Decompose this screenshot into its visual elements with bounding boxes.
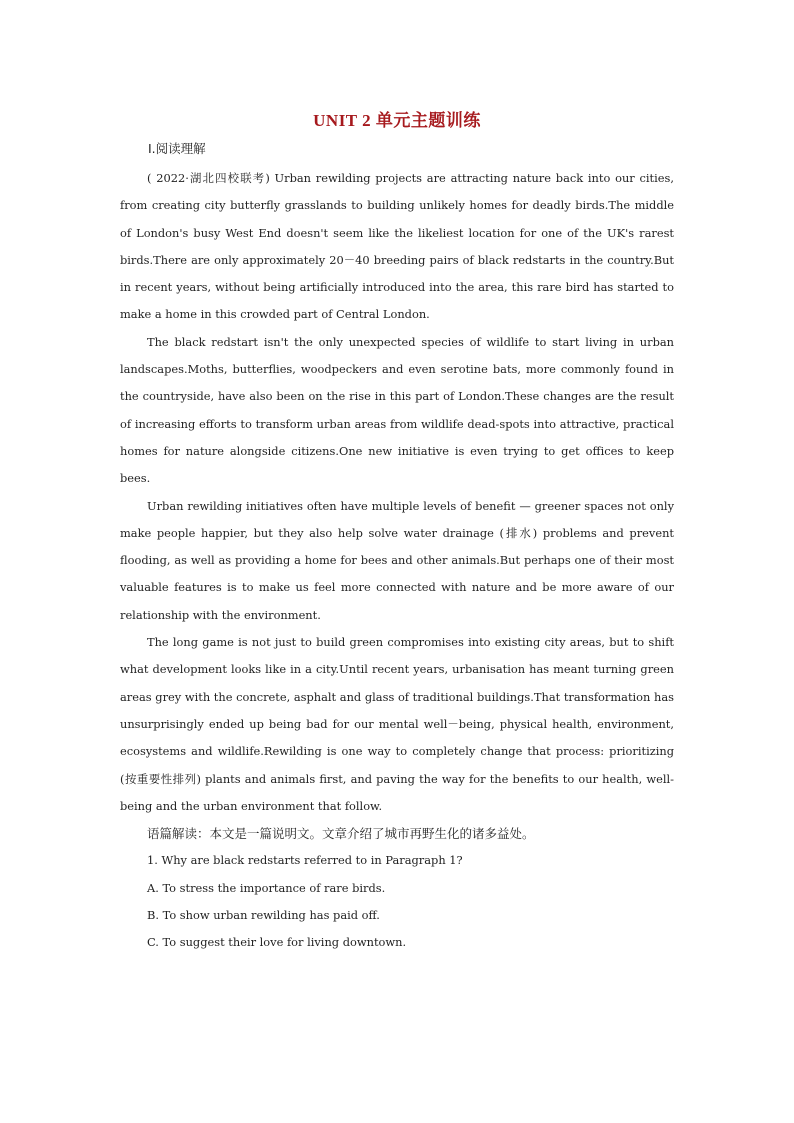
question-option-b: B. To show urban rewilding has paid off. bbox=[147, 908, 380, 923]
question-option-a: A. To stress the importance of rare birds. bbox=[147, 880, 386, 895]
section-heading: Ⅰ.阅读理解 bbox=[148, 141, 206, 156]
passage-paragraph-2: The black redstart isn't the only unexpected species of wildlife to start living in urban landscapes.Moths, butterflies, woodpeckers and even serotine bats, more commonly found in the countryside, have also been on the rise in this part of London.These changes are the result of increasing efforts to transform urban areas from wildlife dead-spots into attractive, practical homes for nature alongside citizens.One new initiative is even trying to get offices to keep bees. bbox=[120, 334, 674, 486]
passage-summary: 语篇解读：本文是一篇说明文。文章介绍了城市再野生化的诸多益处。 bbox=[147, 826, 535, 842]
question-stem: 1. Why are black redstarts referred to in Paragraph 1? bbox=[147, 853, 463, 868]
page-title: UNIT 2 单元主题训练 bbox=[313, 111, 481, 130]
passage-paragraph-1: ( 2022·湖北四校联考) Urban rewilding projects are attracting nature back into our cities, from creating city butterfly grasslands to building unlikely homes for deadly birds.The middle of London's busy West End doesn't seem like the likeliest location for one of the UK's rarest birds.There are only approximately 20－40 breeding pairs of black redstarts in the country.But in recent years, without being artificially introduced into the area, this rare bird has started to make a home in this crowded part of Central London. bbox=[120, 171, 674, 322]
passage-paragraph-4: The long game is not just to build green compromises into existing city areas, but to shift what development looks like in a city.Until recent years, urbanisation has meant turning green areas grey with the concrete, asphalt and glass of traditional buildings.That transformation has unsurprisingly ended up being bad for our mental well－being, physical health, environment, ecosystems and wildlife.Rewilding is one way to completely change that process: prioritizing (按重要性排列) plants and animals first, and paving the way for the benefits to our health, well-being and the urban environment that follow. bbox=[120, 635, 674, 813]
document-page bbox=[120, 100, 674, 957]
question-option-c: C. To suggest their love for living downtown. bbox=[147, 935, 407, 950]
passage-paragraph-3: Urban rewilding initiatives often have multiple levels of benefit — greener spaces not only make people happier, but they also help solve water drainage (排水) problems and prevent flooding, as well as providing a home for bees and other animals.But perhaps one of their most valuable features is to make us feel more connected with nature and be more aware of our relationship with the environment. bbox=[120, 498, 674, 622]
